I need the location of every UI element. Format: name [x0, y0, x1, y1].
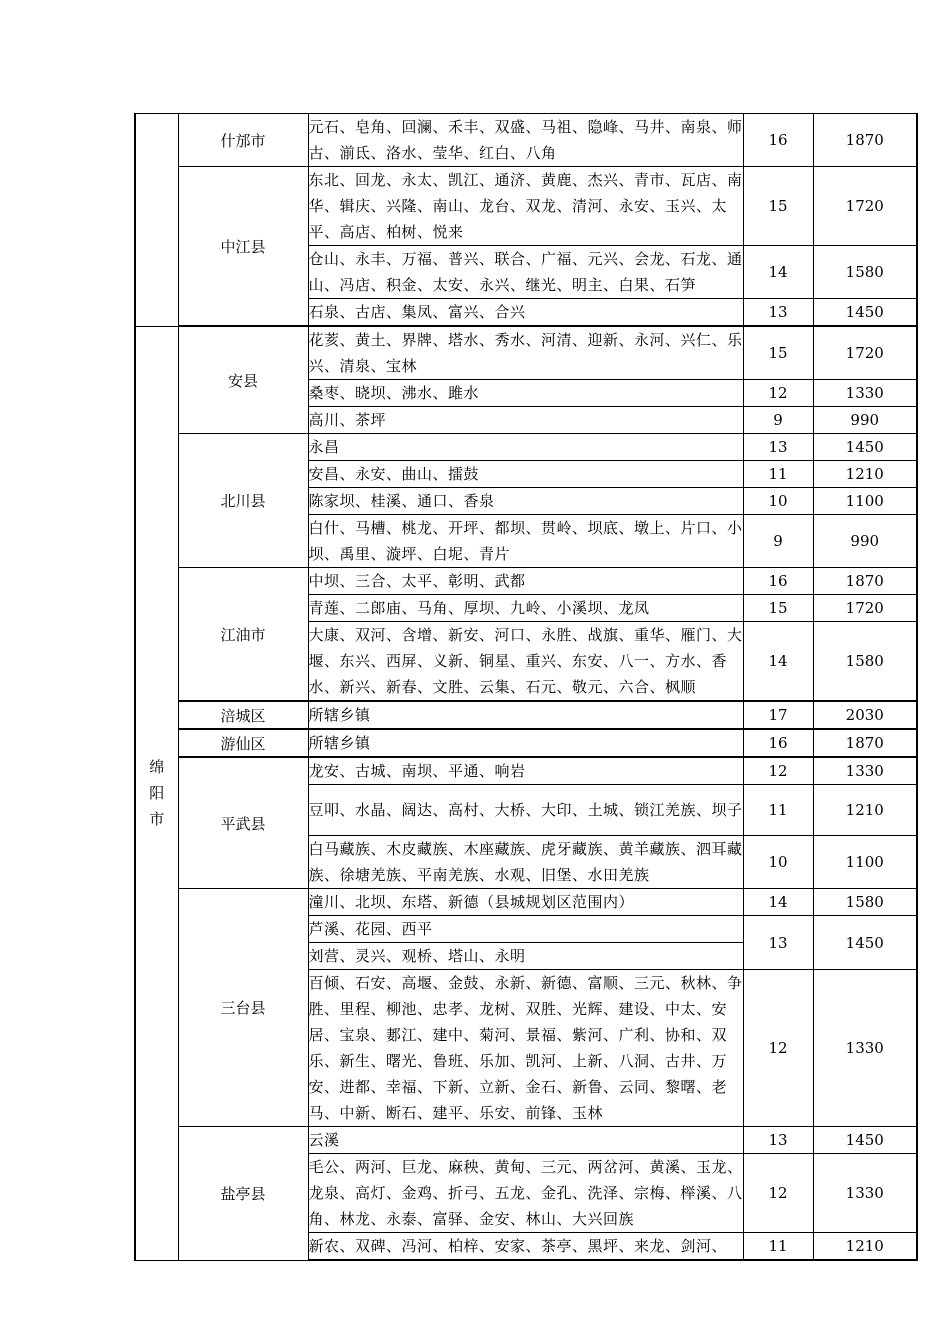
towns-cell: 白什、马槽、桃龙、开坪、都坝、贯岭、坝底、墩上、片口、小坝、禹里、漩坪、白坭、青片 [308, 515, 743, 568]
towns-cell: 仓山、永丰、万福、普兴、联合、广福、元兴、会龙、石龙、通山、冯店、积金、太安、永兴、继光、明主、白果、石笋 [308, 246, 743, 299]
grade-cell: 16 [743, 729, 813, 757]
table-row [135, 327, 917, 380]
price-cell: 1100 [813, 488, 917, 515]
towns-cell: 刘营、灵兴、观桥、塔山、永明 [308, 943, 743, 970]
grade-cell: 11 [743, 785, 813, 836]
price-cell: 1720 [813, 595, 917, 622]
towns-cell: 豆叩、水晶、阔达、高村、大桥、大印、土城、锁江羌族、坝子 [308, 785, 743, 836]
city-char: 市 [149, 810, 165, 829]
price-cell: 1870 [813, 729, 917, 757]
table-row [135, 701, 917, 729]
towns-cell: 潼川、北坝、东塔、新德（县城规划区范围内） [308, 889, 743, 916]
grade-cell: 10 [743, 488, 813, 515]
price-cell: 1720 [813, 167, 917, 246]
grade-cell: 17 [743, 701, 813, 729]
grade-cell: 13 [743, 299, 813, 326]
table-row [135, 568, 917, 595]
price-cell: 1580 [813, 622, 917, 702]
towns-cell: 安昌、永安、曲山、擂鼓 [308, 461, 743, 488]
county-cell: 涪城区 [178, 701, 308, 729]
towns-cell: 龙安、古城、南坝、平通、响岩 [308, 757, 743, 785]
price-cell: 1580 [813, 246, 917, 299]
price-cell: 1330 [813, 757, 917, 785]
towns-cell: 云溪 [308, 1127, 743, 1154]
price-cell: 1450 [813, 1127, 917, 1154]
grade-cell: 14 [743, 622, 813, 702]
price-cell: 1330 [813, 1154, 917, 1233]
table-row [135, 167, 917, 246]
grade-cell: 11 [743, 1233, 813, 1261]
grade-cell: 13 [743, 434, 813, 461]
table-row [135, 757, 917, 785]
towns-cell: 陈家坝、桂溪、通口、香泉 [308, 488, 743, 515]
grade-cell: 14 [743, 246, 813, 299]
table-row [135, 729, 917, 757]
grade-cell: 15 [743, 595, 813, 622]
towns-cell: 大康、双河、含增、新安、河口、永胜、战旗、重华、雁门、大堰、东兴、西屏、义新、铜星、重兴、东安、八一、方水、香水、新兴、新春、文胜、云集、石元、敬元、六合、枫顺 [308, 622, 743, 702]
county-cell: 安县 [178, 327, 308, 434]
county-cell: 平武县 [178, 757, 308, 889]
county-cell: 盐亭县 [178, 1127, 308, 1261]
city-char: 绵 [149, 758, 165, 777]
price-cell: 1330 [813, 380, 917, 407]
price-cell: 1210 [813, 785, 917, 836]
towns-cell: 青莲、二郎庙、马角、厚坝、九岭、小溪坝、龙凤 [308, 595, 743, 622]
grade-cell: 12 [743, 380, 813, 407]
table-row [135, 114, 917, 167]
price-cell: 1210 [813, 1233, 917, 1261]
price-cell: 1450 [813, 434, 917, 461]
price-cell: 1720 [813, 327, 917, 380]
grade-cell: 13 [743, 1127, 813, 1154]
grade-cell: 15 [743, 327, 813, 380]
towns-cell: 永昌 [308, 434, 743, 461]
city-cell-top [135, 114, 178, 327]
grade-cell: 13 [743, 916, 813, 970]
city-char: 阳 [149, 784, 165, 803]
grade-cell: 12 [743, 757, 813, 785]
grade-cell: 11 [743, 461, 813, 488]
county-cell: 江油市 [178, 568, 308, 702]
grade-cell: 16 [743, 568, 813, 595]
towns-cell: 所辖乡镇 [308, 729, 743, 757]
towns-cell: 百倾、石安、高堰、金鼓、永新、新德、富顺、三元、秋林、争胜、里程、柳池、忠孝、龙树、双胜、光辉、建设、中太、安居、宝泉、郪江、建中、菊河、景福、紫河、广利、协和、双乐、新生、曙光、鲁班、乐加、凯河、上新、八洞、古井、万安、进都、幸福、下新、立新、金石、新鲁、云同、黎曙、老马、中新、断石、建平、乐安、前锋、玉林 [308, 970, 743, 1127]
price-cell: 1450 [813, 299, 917, 326]
city-cell [135, 327, 178, 1261]
towns-cell: 桑枣、晓坝、沸水、雎水 [308, 380, 743, 407]
grade-cell: 9 [743, 515, 813, 568]
table-row [135, 434, 917, 461]
towns-cell: 东北、回龙、永太、凯江、通济、黄鹿、杰兴、青市、瓦店、南华、辑庆、兴隆、南山、龙台、双龙、清河、永安、玉兴、太平、高店、柏树、悦来 [308, 167, 743, 246]
county-cell: 北川县 [178, 434, 308, 568]
price-cell: 1450 [813, 916, 917, 970]
grade-cell: 12 [743, 1154, 813, 1233]
price-cell: 990 [813, 407, 917, 434]
towns-cell: 芦溪、花园、西平 [308, 916, 743, 943]
grade-cell: 14 [743, 889, 813, 916]
towns-cell: 新农、双碑、冯河、柏梓、安家、茶亭、黑坪、来龙、剑河、 [308, 1233, 743, 1261]
table-row [135, 1127, 917, 1154]
table-row [135, 889, 917, 916]
price-cell: 1210 [813, 461, 917, 488]
price-cell: 1100 [813, 836, 917, 889]
towns-cell: 毛公、两河、巨龙、麻秧、黄甸、三元、两岔河、黄溪、玉龙、龙泉、高灯、金鸡、折弓、五龙、金孔、洗泽、宗梅、榉溪、八角、林龙、永泰、富驿、金安、林山、大兴回族 [308, 1154, 743, 1233]
towns-cell: 花荄、黄土、界牌、塔水、秀水、河清、迎新、永河、兴仁、乐兴、清泉、宝林 [308, 327, 743, 380]
grade-cell: 15 [743, 167, 813, 246]
towns-cell: 所辖乡镇 [308, 701, 743, 729]
price-cell: 1330 [813, 970, 917, 1127]
towns-cell: 白马藏族、木皮藏族、木座藏族、虎牙藏族、黄羊藏族、泗耳藏族、徐塘羌族、平南羌族、水观、旧堡、水田羌族 [308, 836, 743, 889]
price-table [134, 113, 918, 1261]
grade-cell: 9 [743, 407, 813, 434]
price-cell: 2030 [813, 701, 917, 729]
towns-cell: 高川、茶坪 [308, 407, 743, 434]
county-cell: 什邡市 [178, 114, 308, 167]
towns-cell: 中坝、三合、太平、彰明、武都 [308, 568, 743, 595]
towns-cell: 元石、皂角、回澜、禾丰、双盛、马祖、隐峰、马井、南泉、师古、湔氐、洛水、莹华、红白、八角 [308, 114, 743, 167]
grade-cell: 16 [743, 114, 813, 167]
price-cell: 1870 [813, 114, 917, 167]
county-cell: 三台县 [178, 889, 308, 1127]
price-cell: 1870 [813, 568, 917, 595]
grade-cell: 12 [743, 970, 813, 1127]
price-cell: 990 [813, 515, 917, 568]
county-cell: 游仙区 [178, 729, 308, 757]
towns-cell: 石泉、古店、集凤、富兴、合兴 [308, 299, 743, 326]
grade-cell: 10 [743, 836, 813, 889]
county-cell: 中江县 [178, 167, 308, 326]
price-cell: 1580 [813, 889, 917, 916]
